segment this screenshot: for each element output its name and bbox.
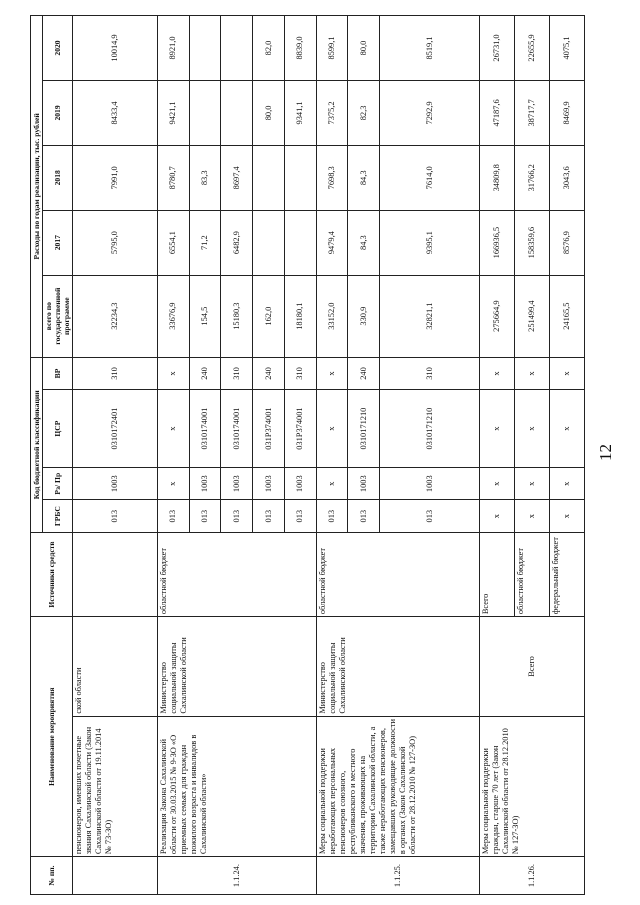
cell-rz: 1003 bbox=[189, 468, 221, 500]
cell-2017: 71,2 bbox=[189, 210, 221, 275]
header-row-1 bbox=[31, 16, 43, 895]
cell-csr: х bbox=[480, 390, 515, 468]
header-2019: 2019 bbox=[43, 81, 73, 146]
cell-total: 15180,3 bbox=[221, 275, 253, 357]
cell-csr: 0310171210 bbox=[348, 390, 380, 468]
cell-vr: х bbox=[514, 357, 549, 389]
cell-2020 bbox=[221, 16, 253, 81]
cell-grbs: 013 bbox=[189, 500, 221, 532]
cell-2020: 8519,1 bbox=[380, 16, 480, 81]
cell-executor: Всего bbox=[480, 617, 585, 716]
cell-source: областной бюджет bbox=[514, 532, 549, 616]
cell-vr: 310 bbox=[284, 357, 316, 389]
cell-2018: 31766,2 bbox=[514, 145, 549, 210]
cell-executor: ской области bbox=[73, 617, 158, 716]
cell-vr: х bbox=[158, 357, 190, 389]
cell-2018: 84,3 bbox=[348, 145, 380, 210]
cell-2020 bbox=[189, 16, 221, 81]
cell-grbs: 013 bbox=[221, 500, 253, 532]
cell-csr: х bbox=[316, 390, 348, 468]
cell-source: федеральный бюджет bbox=[549, 532, 584, 616]
cell-2020: 8839,0 bbox=[284, 16, 316, 81]
cell-rz: х bbox=[549, 468, 584, 500]
header-csr: ЦСР bbox=[43, 390, 73, 468]
cell-grbs: 013 bbox=[73, 500, 158, 532]
cell-2020: 8921,0 bbox=[158, 16, 190, 81]
page-number: 12 bbox=[596, 444, 615, 461]
cell-vr: 240 bbox=[189, 357, 221, 389]
cell-grbs: х bbox=[514, 500, 549, 532]
cell-2020: 82,0 bbox=[253, 16, 285, 81]
cell-2017: 6482,9 bbox=[221, 210, 253, 275]
header-2018: 2018 bbox=[43, 145, 73, 210]
header-budget-code: Код бюджетной классификации bbox=[31, 357, 43, 532]
cell-2019: 9421,1 bbox=[158, 81, 190, 146]
cell-2020: 26731,0 bbox=[480, 16, 515, 81]
cell-rz: 1003 bbox=[380, 468, 480, 500]
cell-csr: х bbox=[549, 390, 584, 468]
cell-total: 330,9 bbox=[348, 275, 380, 357]
cell-total: 24165,5 bbox=[549, 275, 584, 357]
cell-total: 33676,9 bbox=[158, 275, 190, 357]
cell-grbs: 013 bbox=[348, 500, 380, 532]
cell-2020: 4075,1 bbox=[549, 16, 584, 81]
cell-2019: 7375,2 bbox=[316, 81, 348, 146]
cell-no: 1.1.24. bbox=[158, 857, 317, 895]
cell-csr: 0310172401 bbox=[73, 390, 158, 468]
cell-2019: 47187,6 bbox=[480, 81, 515, 146]
cell-vr: 240 bbox=[348, 357, 380, 389]
table-row bbox=[73, 16, 158, 895]
cell-name: пенсионеров, имевших почетные звания Сахалинской области (Закон Сахалинской области от 19.11.2014 № 73-ЗО) bbox=[73, 716, 158, 857]
cell-rz: 1003 bbox=[221, 468, 253, 500]
cell-vr: х bbox=[316, 357, 348, 389]
cell-2018: 7614,0 bbox=[380, 145, 480, 210]
cell-2019: 38717,7 bbox=[514, 81, 549, 146]
cell-total: 162,0 bbox=[253, 275, 285, 357]
header-no: № пп. bbox=[31, 857, 73, 895]
cell-vr: х bbox=[549, 357, 584, 389]
cell-2018 bbox=[253, 145, 285, 210]
header-2020: 2020 bbox=[43, 16, 73, 81]
header-total: всего по государственной программе bbox=[43, 275, 73, 357]
cell-2019 bbox=[189, 81, 221, 146]
cell-total: 32234,3 bbox=[73, 275, 158, 357]
cell-2018: 8697,4 bbox=[221, 145, 253, 210]
cell-rz: 1003 bbox=[253, 468, 285, 500]
cell-csr: 0310174001 bbox=[189, 390, 221, 468]
cell-2018: 34809,8 bbox=[480, 145, 515, 210]
cell-csr: 031Р374001 bbox=[284, 390, 316, 468]
cell-2018: 7991,0 bbox=[73, 145, 158, 210]
header-rzpr: Рз/ Пр bbox=[43, 468, 73, 500]
cell-source: Всего bbox=[480, 532, 515, 616]
cell-rz: 1003 bbox=[284, 468, 316, 500]
cell-2017: 158359,6 bbox=[514, 210, 549, 275]
cell-source: областной бюджет bbox=[158, 532, 317, 616]
cell-2017: 166936,5 bbox=[480, 210, 515, 275]
cell-name: Реализация Закона Сахалинской области от 30.03.2015 № 9-ЗО «О приемных семьях для граждан пожилого возраста и инвалидов в Сахалинской области» bbox=[158, 716, 317, 857]
budget-table bbox=[30, 15, 585, 895]
header-name: Наименование мероприятия bbox=[31, 617, 73, 857]
cell-csr: х bbox=[158, 390, 190, 468]
cell-total: 32821,1 bbox=[380, 275, 480, 357]
cell-2019: 9341,1 bbox=[284, 81, 316, 146]
cell-2017 bbox=[253, 210, 285, 275]
cell-csr: 0310174001 bbox=[221, 390, 253, 468]
cell-csr: 0310171210 bbox=[380, 390, 480, 468]
cell-2018 bbox=[284, 145, 316, 210]
cell-2020: 8599,1 bbox=[316, 16, 348, 81]
cell-rz: х bbox=[316, 468, 348, 500]
cell-rz: х bbox=[514, 468, 549, 500]
cell-vr: 310 bbox=[221, 357, 253, 389]
cell-csr: 031Р374001 bbox=[253, 390, 285, 468]
cell-rz: 1003 bbox=[73, 468, 158, 500]
cell-2017: 6554,1 bbox=[158, 210, 190, 275]
cell-no: 1.1.25. bbox=[316, 857, 479, 895]
cell-grbs: х bbox=[549, 500, 584, 532]
header-source: Источники средств bbox=[31, 532, 73, 616]
cell-2019: 82,3 bbox=[348, 81, 380, 146]
cell-total: 251499,4 bbox=[514, 275, 549, 357]
table-row bbox=[316, 16, 348, 895]
cell-grbs: 013 bbox=[253, 500, 285, 532]
cell-2018: 3043,6 bbox=[549, 145, 584, 210]
cell-2017 bbox=[284, 210, 316, 275]
cell-grbs: 013 bbox=[158, 500, 190, 532]
cell-2017: 8576,9 bbox=[549, 210, 584, 275]
cell-total: 18180,1 bbox=[284, 275, 316, 357]
cell-2019: 7292,9 bbox=[380, 81, 480, 146]
cell-vr: х bbox=[480, 357, 515, 389]
header-2017: 2017 bbox=[43, 210, 73, 275]
cell-2017: 9395,1 bbox=[380, 210, 480, 275]
header-grbs: ГРБС bbox=[43, 500, 73, 532]
table-row bbox=[480, 16, 515, 895]
cell-total: 275664,9 bbox=[480, 275, 515, 357]
header-vr: ВР bbox=[43, 357, 73, 389]
cell-csr: х bbox=[514, 390, 549, 468]
cell-source: областной бюджет bbox=[316, 532, 479, 616]
cell-rz: х bbox=[158, 468, 190, 500]
cell-grbs: 013 bbox=[284, 500, 316, 532]
cell-no: 1.1.26. bbox=[480, 857, 585, 895]
cell-2019: 80,0 bbox=[253, 81, 285, 146]
cell-rz: х bbox=[480, 468, 515, 500]
cell-total: 33152,0 bbox=[316, 275, 348, 357]
cell-vr: 310 bbox=[73, 357, 158, 389]
cell-vr: 240 bbox=[253, 357, 285, 389]
cell-2019: 8433,4 bbox=[73, 81, 158, 146]
cell-no bbox=[73, 857, 158, 895]
cell-executor: Министерство социальной защиты Сахалинской области bbox=[316, 617, 479, 716]
header-expenses: Расходы по годам реализации, тыс. рублей bbox=[31, 16, 43, 358]
cell-2017: 5795,0 bbox=[73, 210, 158, 275]
cell-2020: 22655,9 bbox=[514, 16, 549, 81]
cell-vr: 310 bbox=[380, 357, 480, 389]
cell-source bbox=[73, 532, 158, 616]
cell-2018: 7698,3 bbox=[316, 145, 348, 210]
cell-2019: 8469,9 bbox=[549, 81, 584, 146]
cell-2017: 84,3 bbox=[348, 210, 380, 275]
cell-2017: 9479,4 bbox=[316, 210, 348, 275]
cell-grbs: х bbox=[480, 500, 515, 532]
cell-2019 bbox=[221, 81, 253, 146]
cell-2018: 8780,7 bbox=[158, 145, 190, 210]
cell-2020: 10014,9 bbox=[73, 16, 158, 81]
cell-grbs: 013 bbox=[380, 500, 480, 532]
cell-executor: Министерство социальной защиты Сахалинской области bbox=[158, 617, 317, 716]
cell-rz: 1003 bbox=[348, 468, 380, 500]
cell-grbs: 013 bbox=[316, 500, 348, 532]
cell-2020: 80,0 bbox=[348, 16, 380, 81]
cell-name: Меры социальной поддержки граждан, старше 70 лет (Закон Сахалинской области от 28.12.2010 № 127-ЗО) bbox=[480, 716, 585, 857]
cell-name: Меры социальной поддержки неработающих персональных пенсионеров союзного, республиканского и местного значения, проживающих на территории Сахалинской области, а также неработающих пенсионеров, замещавших руководящие должности в органах (Закон Сахалинской области от 28.12.2010 № 127-ЗО) bbox=[316, 716, 479, 857]
cell-2018: 83,3 bbox=[189, 145, 221, 210]
cell-total: 154,5 bbox=[189, 275, 221, 357]
table-row bbox=[158, 16, 190, 895]
